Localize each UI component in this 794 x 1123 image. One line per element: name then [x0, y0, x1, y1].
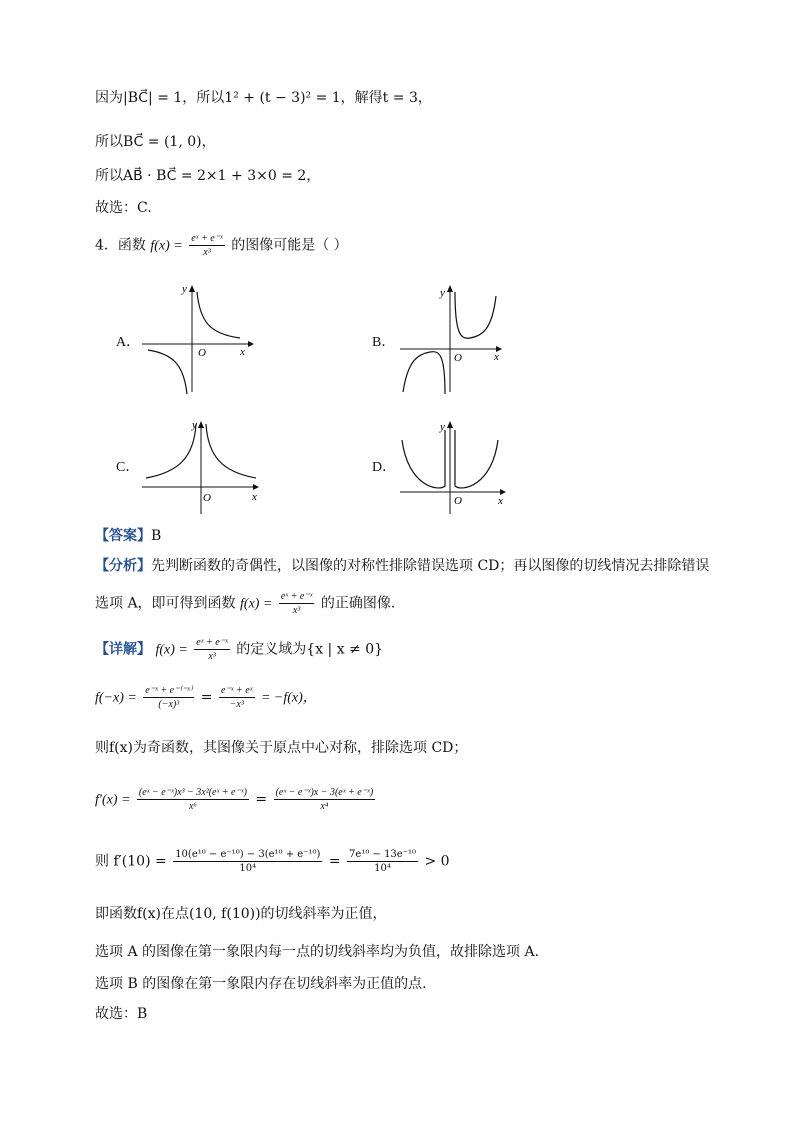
x-label: x [494, 351, 499, 363]
d2-fraction-1 [143, 684, 194, 711]
x-label: x [498, 495, 503, 507]
q4-denominator: x³ [203, 247, 211, 258]
detail-numerator: eˣ + e⁻ˣ [196, 637, 228, 648]
curve-left [402, 430, 445, 488]
curve-right [455, 430, 498, 488]
origin-label: O [454, 495, 462, 507]
q4-fx: f(x) = [150, 238, 183, 254]
d2-den-1: (−x)³ [158, 699, 180, 710]
y-arrow [198, 421, 204, 428]
detail-line-2 [95, 684, 317, 711]
f10-fraction-2 [347, 848, 418, 875]
f10-num-2: 7e¹⁰ − 13e⁻¹⁰ [349, 849, 417, 860]
text-line-2: 所以BC⃗ = (1, 0)， [95, 134, 216, 150]
detail-fraction [194, 636, 230, 663]
option-a-label: A． [116, 335, 141, 350]
origin-label: O [454, 352, 462, 364]
deriv-num-2: (eˣ − e⁻ˣ)x − 3(eˣ + e⁻ˣ) [275, 787, 374, 798]
analysis-numerator: eˣ + e⁻ˣ [280, 591, 313, 602]
graph-option-a [140, 282, 260, 397]
d2-num-1: e⁻ˣ + e⁻⁽⁻ˣ⁾ [145, 685, 193, 696]
final-answer: 故选：B [95, 1006, 148, 1022]
odd-function-line: 则f(x)为奇函数，其图像关于原点中心对称，排除选项 CD； [95, 740, 468, 756]
f10-den-2: 10⁴ [374, 863, 391, 874]
x-label: x [240, 346, 245, 358]
detail-line-1 [95, 636, 383, 663]
analysis-denominator: x³ [292, 605, 301, 616]
d2-fraction-2 [219, 684, 255, 711]
answer-value: B [151, 528, 162, 544]
y-label: y [440, 421, 445, 433]
y-label: y [182, 283, 187, 295]
answer-tag: 【答案】 [95, 528, 151, 544]
y-label: y [192, 419, 197, 431]
graph-option-b [398, 282, 518, 397]
detail-fx: f(x) = [155, 642, 188, 658]
curve-right [455, 292, 496, 338]
analysis-line-1 [95, 556, 709, 576]
f10-line [95, 848, 450, 875]
deriv-num-1: (eˣ − e⁻ˣ)x³ − 3x²(eˣ + e⁻ˣ) [138, 787, 247, 798]
d2-eq: = [200, 689, 213, 706]
text-line-1: 因为|BC⃗| = 1，所以1² + (t − 3)² = 1，解得t = 3， [95, 90, 432, 106]
curve-left [148, 350, 187, 394]
option-b-reason: 选项 B 的图像在第一象限内存在切线斜率为正值的点. [95, 976, 427, 992]
analysis-text-2a: 选项 A，即可得到函数 [95, 595, 236, 612]
analysis-text-2c: 的正确图像. [320, 595, 396, 612]
detail-tag: 【详解】 [95, 641, 151, 658]
analysis-fx: f(x) = [240, 596, 273, 612]
analysis-fraction [279, 590, 315, 617]
q4-prefix: 4．函数 [95, 237, 146, 254]
graph-option-c [140, 416, 265, 516]
deriv-den-2: x⁴ [320, 801, 329, 812]
deriv-fraction-1 [137, 786, 249, 813]
option-b-label: B． [372, 335, 396, 350]
detail-denominator: x³ [208, 651, 216, 662]
curve-left [146, 424, 196, 478]
option-a-reason: 选项 A 的图像在第一象限内每一点的切线斜率均为负值，故排除选项 A. [95, 944, 540, 960]
curve-left [403, 352, 445, 394]
deriv-fx: f′(x) = [95, 792, 131, 808]
curve-right [197, 292, 240, 338]
d2-num-2: e⁻ˣ + eˣ [220, 685, 253, 696]
answer-line [95, 526, 161, 546]
y-arrow [447, 285, 453, 292]
origin-label: O [203, 492, 211, 504]
d2-den-2: −x³ [229, 699, 244, 710]
question-4 [95, 232, 348, 259]
f10-num-1: 10(e¹⁰ − e⁻¹⁰) − 3(e¹⁰ + e⁻¹⁰) [175, 849, 321, 860]
q4-suffix: 的图像可能是（ ） [231, 237, 348, 254]
y-label: y [440, 287, 445, 299]
deriv-fraction-2 [274, 786, 376, 813]
q4-numerator: eˣ + e⁻ˣ [191, 233, 223, 244]
f-neg-x: f(−x) = [95, 690, 137, 706]
q4-fraction [189, 232, 225, 259]
deriv-den-1: x⁶ [188, 801, 197, 812]
deriv-eq: = [255, 791, 268, 808]
d2-tail: = −f(x)， [260, 690, 317, 706]
analysis-text-1: 先判断函数的奇偶性，以图像的对称性排除错误选项 CD；再以图像的切线情况去排除错误 [151, 558, 710, 574]
f10-prefix: 则 f′(10) = [95, 853, 167, 870]
x-arrow [253, 484, 259, 490]
f10-fraction-1 [173, 848, 322, 875]
text-line-4: 故选：C. [95, 200, 152, 216]
derivative-line [95, 786, 377, 813]
option-c-label: C． [116, 460, 140, 475]
analysis-tag: 【分析】 [95, 558, 151, 574]
graph-option-d [398, 416, 518, 516]
origin-label: O [198, 347, 206, 359]
analysis-line-2 [95, 590, 395, 617]
f10-tail: > 0 [424, 853, 450, 870]
text-line-3: 所以AB⃗ · BC⃗ = 2×1 + 3×0 = 2， [95, 168, 321, 184]
y-arrow [189, 285, 195, 292]
curve-right [206, 424, 256, 478]
x-arrow [248, 341, 254, 347]
slope-line: 即函数f(x)在点(10, f(10))的切线斜率为正值， [95, 906, 387, 922]
x-label: x [252, 491, 257, 503]
f10-den-1: 10⁴ [239, 863, 257, 874]
option-d-label: D． [372, 460, 397, 475]
f10-eq: = [328, 853, 341, 870]
y-arrow [447, 421, 453, 428]
detail-domain: 的定义域为{x | x ≠ 0} [236, 641, 384, 658]
